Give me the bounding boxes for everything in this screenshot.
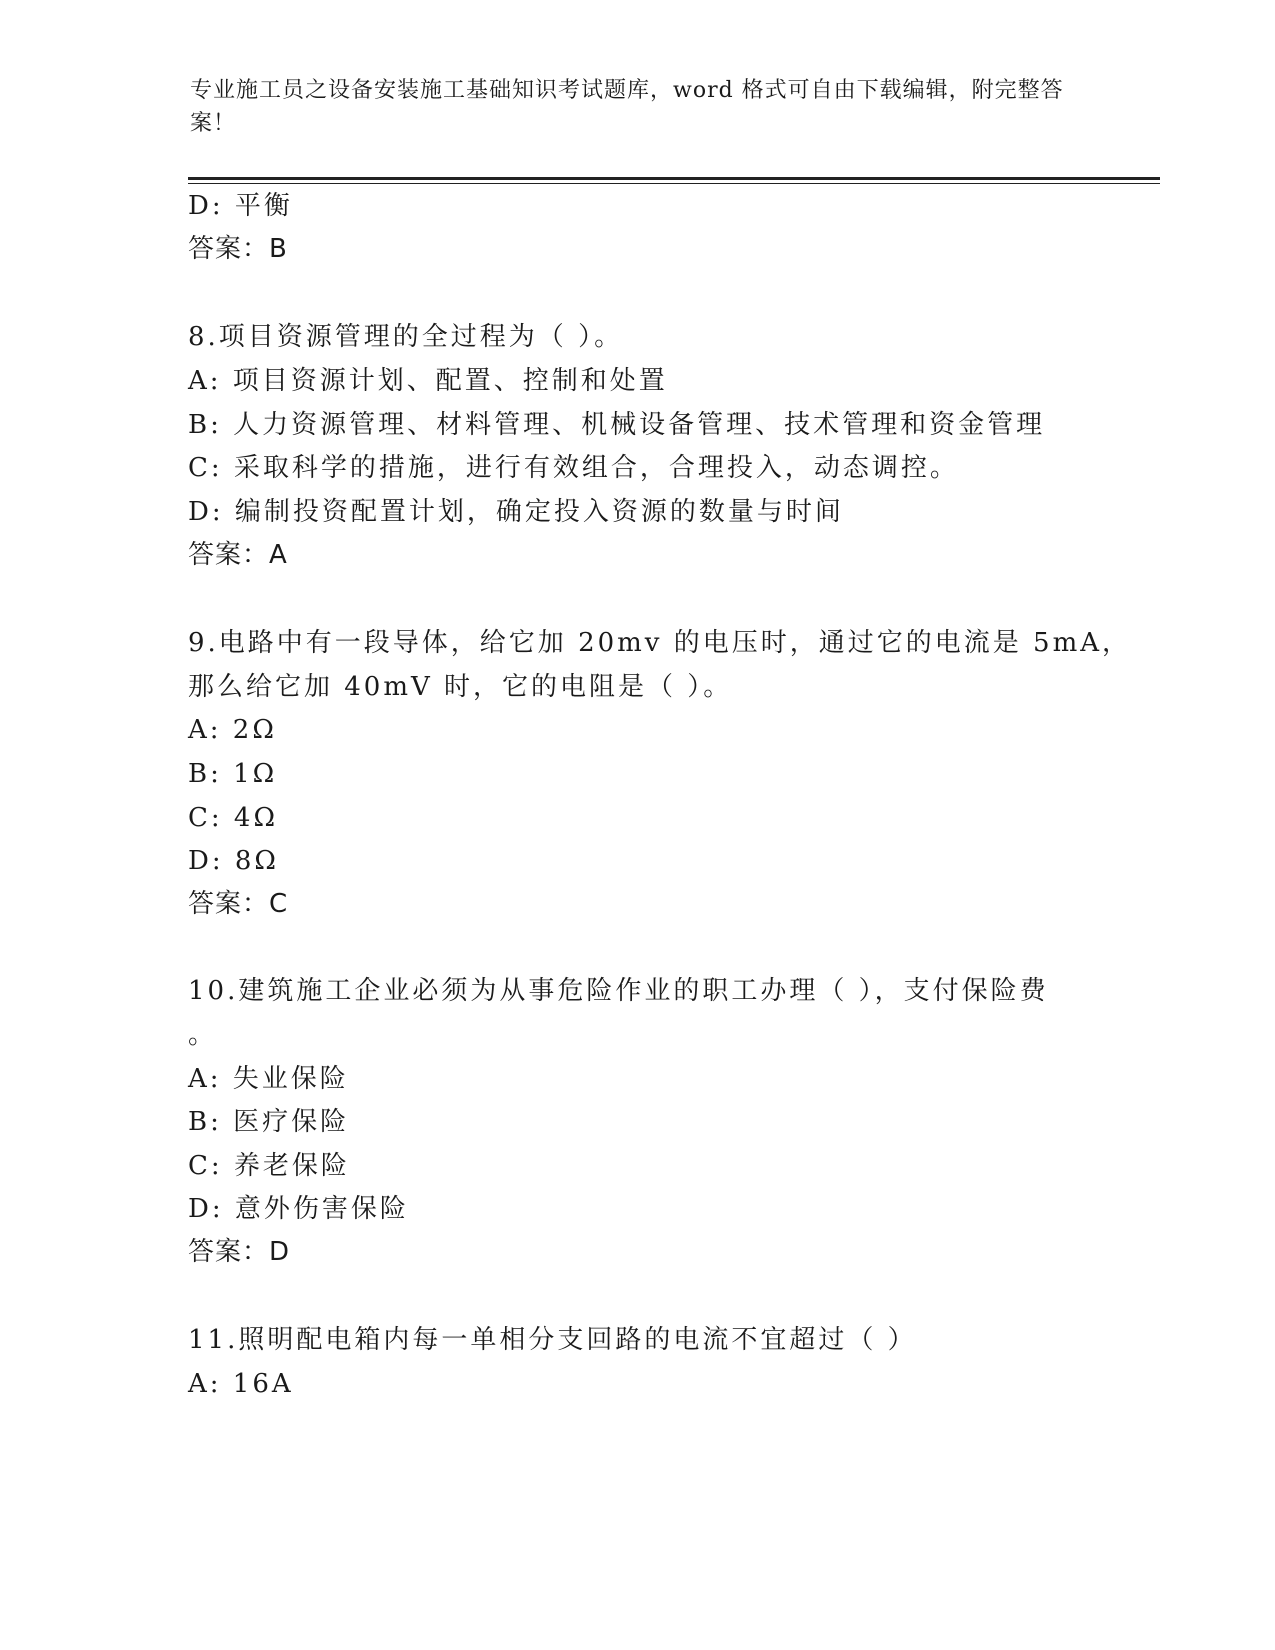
q11-stem: 11.照明配电箱内每一单相分支回路的电流不宜超过（ ） [188, 1325, 917, 1355]
q9-answer: 答案：C [188, 889, 289, 919]
q11-option-a: A: 16A [188, 1369, 294, 1399]
q8-answer: 答案：A [188, 540, 288, 570]
q7-option-d: D: 平衡 [188, 191, 293, 221]
q10-option-c: C: 养老保险 [188, 1151, 350, 1181]
q10-answer: 答案：D [188, 1237, 291, 1267]
header-divider-thick [188, 177, 1160, 180]
q9-option-c: C: 4Ω [188, 803, 279, 833]
q10-stem-line-2: 。 [188, 1020, 218, 1050]
q8-option-d: D: 编制投资配置计划，确定投入资源的数量与时间 [188, 497, 844, 527]
q8-option-b: B: 人力资源管理、材料管理、机械设备管理、技术管理和资金管理 [188, 410, 1046, 440]
q9-option-a: A: 2Ω [188, 715, 277, 745]
q9-stem-line-1: 9.电路中有一段导体，给它加 20mv 的电压时，通过它的电流是 5mA， [188, 628, 1132, 658]
q9-option-b: B: 1Ω [188, 759, 278, 789]
q10-option-d: D: 意外伤害保险 [188, 1194, 409, 1224]
q8-option-a: A: 项目资源计划、配置、控制和处置 [188, 366, 668, 396]
q10-option-a: A: 失业保险 [188, 1064, 349, 1094]
q8-option-c: C: 采取科学的措施，进行有效组合，合理投入，动态调控。 [188, 453, 959, 483]
q10-stem-line-1: 10.建筑施工企业必须为从事危险作业的职工办理（ ），支付保险费 [188, 976, 1049, 1006]
q9-stem-line-2: 那么给它加 40mV 时，它的电阻是（ ）。 [188, 672, 733, 702]
q9-option-d: D: 8Ω [188, 846, 279, 876]
q8-stem: 8.项目资源管理的全过程为（ ）。 [188, 322, 624, 352]
document-header: 专业施工员之设备安装施工基础知识考试题库，word 格式可自由下载编辑，附完整答案！ [190, 78, 1064, 136]
q7-answer: 答案：B [188, 234, 288, 264]
header-divider-thin [188, 183, 1160, 184]
q10-option-b: B: 医疗保险 [188, 1107, 350, 1137]
